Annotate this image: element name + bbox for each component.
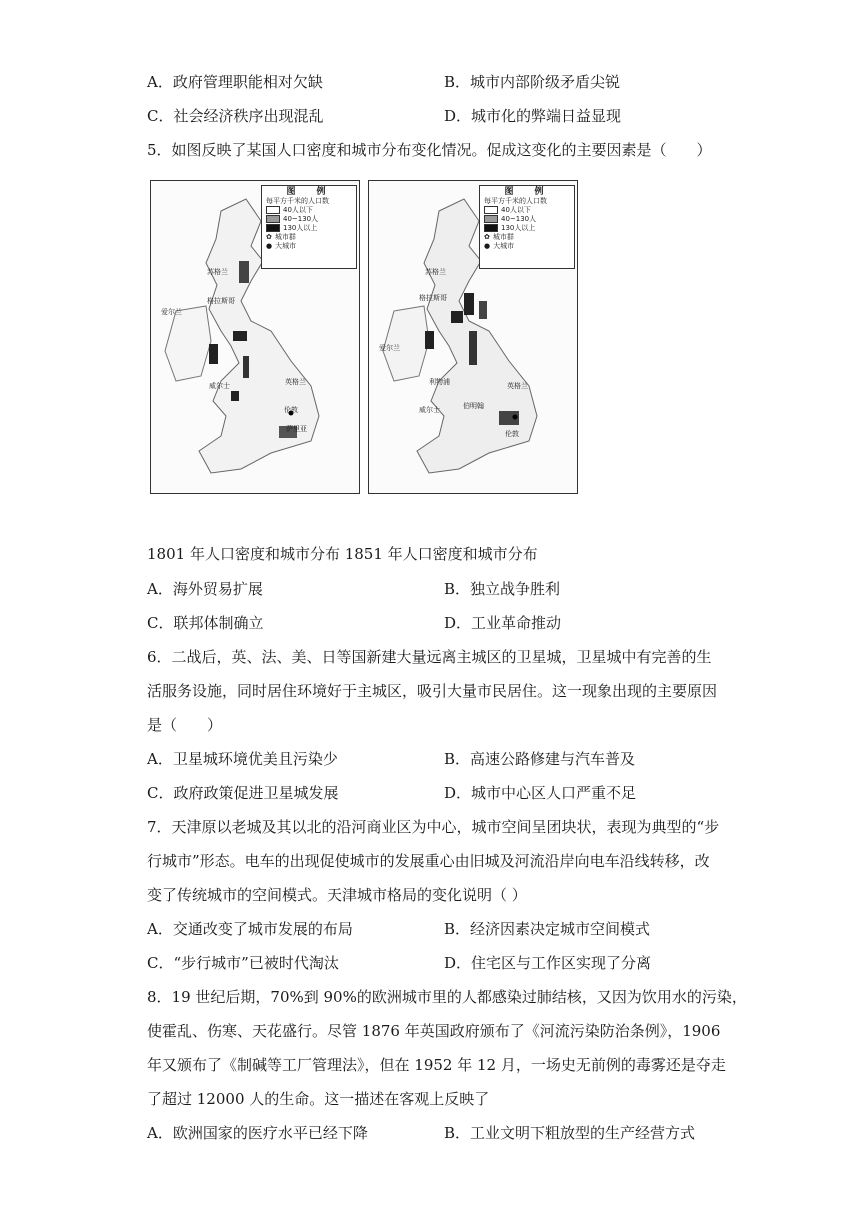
map-label: 利物浦 xyxy=(429,378,450,386)
q8-option-b: B．工业文明下粗放型的生产经营方式 xyxy=(444,1124,696,1142)
legend-item: 40人以下 xyxy=(266,206,352,215)
q6-stem-line: 活服务设施，同时居住环境好于主城区，吸引大量市民居住。这一现象出现的主要原因 xyxy=(147,682,718,700)
map-1851 xyxy=(368,180,578,494)
q7-stem-line: 变了传统城市的空间模式。天津城市格局的变化说明（ ） xyxy=(147,886,527,904)
q4-option-a: A．政府管理职能相对欠缺 xyxy=(147,73,323,91)
legend-subtitle: 每平方千米的人口数 xyxy=(484,197,547,205)
map-label: 英格兰 xyxy=(507,382,528,390)
legend-item: ● 大城市 xyxy=(266,242,297,250)
legend-title: 图 例 xyxy=(504,187,550,197)
q5-option-d: D．工业革命推动 xyxy=(444,614,562,632)
map-label: 爱尔兰 xyxy=(161,308,182,316)
legend-item: 130人以上 xyxy=(484,224,570,233)
legend-item: ✿ 城市群 xyxy=(266,233,296,241)
map-label: 萨里亚 xyxy=(286,425,307,433)
legend-item: 40~130人 xyxy=(484,215,570,224)
q5-stem: 5．如图反映了某国人口密度和城市分布变化情况。促成这变化的主要因素是（ ） xyxy=(147,141,712,159)
map-label: 伯明翰 xyxy=(463,402,484,410)
q4-option-d: D．城市化的弊端日益显现 xyxy=(444,107,622,125)
q7-option-d: D．住宅区与工作区实现了分离 xyxy=(444,954,652,972)
q5-caption: 1801 年人口密度和城市分布 1851 年人口密度和城市分布 xyxy=(147,545,538,563)
q7-stem-line: 行城市”形态。电车的出现促使城市的发展重心由旧城及河流沿岸向电车沿线转移，改 xyxy=(147,852,710,870)
legend-item: ● 大城市 xyxy=(484,242,515,250)
q8-option-a: A．欧洲国家的医疗水平已经下降 xyxy=(147,1124,368,1142)
q6-option-c: C．政府政策促进卫星城发展 xyxy=(147,784,339,802)
map-label: 伦敦 xyxy=(284,406,298,414)
legend-item: 40人以下 xyxy=(484,206,570,215)
legend-1851 xyxy=(479,185,575,269)
q6-stem-line: 6．二战后，英、法、美、日等国新建大量远离主城区的卫星城，卫星城中有完善的生 xyxy=(147,648,712,666)
map-label: 威尔士 xyxy=(209,382,230,390)
q8-stem-line: 8．19 世纪后期，70%到 90%的欧洲城市里的人都感染过肺结核，又因为饮用水的污染， xyxy=(147,988,747,1006)
map-label: 格拉斯哥 xyxy=(207,297,235,305)
q8-stem-line: 年又颁布了《制碱等工厂管理法》，但在 1952 年 12 月，一场史无前例的毒雾还是夺走 xyxy=(147,1056,726,1074)
q8-stem-line: 使霍乱、伤寒、天花盛行。尽管 1876 年英国政府颁布了《河流污染防治条例》，1906 xyxy=(147,1022,721,1040)
map-label: 苏格兰 xyxy=(425,268,446,276)
q7-stem-line: 7．天津原以老城及其以北的沿河商业区为中心，城市空间呈团块状，表现为典型的“步 xyxy=(147,818,720,836)
legend-title: 图 例 xyxy=(286,187,332,197)
map-label: 格拉斯哥 xyxy=(419,294,447,302)
q5-option-c: C．联邦体制确立 xyxy=(147,614,264,632)
q6-stem-line: 是（ ） xyxy=(147,716,223,734)
map-label: 苏格兰 xyxy=(207,268,228,276)
q6-option-d: D．城市中心区人口严重不足 xyxy=(444,784,637,802)
map-label: 英格兰 xyxy=(285,378,306,386)
map-label: 伦敦 xyxy=(505,430,519,438)
q4-option-b: B．城市内部阶级矛盾尖锐 xyxy=(444,73,621,91)
q7-option-c: C．“步行城市”已被时代淘汰 xyxy=(147,954,339,972)
q7-option-a: A．交通改变了城市发展的布局 xyxy=(147,920,353,938)
legend-1801 xyxy=(261,185,357,269)
q6-option-b: B．高速公路修建与汽车普及 xyxy=(444,750,636,768)
q6-option-a: A．卫星城环境优美且污染少 xyxy=(147,750,338,768)
map-label: 威尔士 xyxy=(419,406,440,414)
legend-subtitle: 每平方千米的人口数 xyxy=(266,197,329,205)
q5-option-b: B．独立战争胜利 xyxy=(444,580,561,598)
q8-stem-line: 了超过 12000 人的生命。这一描述在客观上反映了 xyxy=(147,1090,490,1108)
q5-option-a: A．海外贸易扩展 xyxy=(147,580,263,598)
map-1801 xyxy=(150,180,360,494)
legend-item: ✿ 城市群 xyxy=(484,233,514,241)
legend-item: 40~130人 xyxy=(266,215,352,224)
q4-option-c: C．社会经济秩序出现混乱 xyxy=(147,107,324,125)
map-label: 爱尔兰 xyxy=(379,344,400,352)
q7-option-b: B．经济因素决定城市空间模式 xyxy=(444,920,651,938)
legend-item: 130人以上 xyxy=(266,224,352,233)
